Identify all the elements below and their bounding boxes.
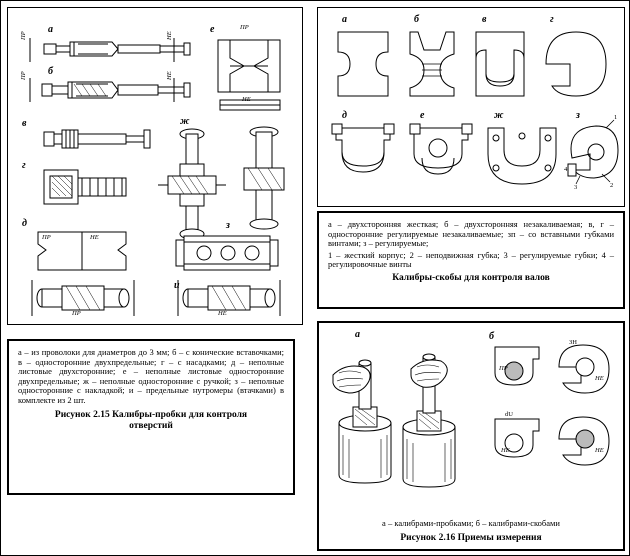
dim-ne-a: НЕ xyxy=(166,31,173,40)
snap-gauges-illustration xyxy=(318,8,624,206)
plug-figure-number-2: отверстий xyxy=(129,421,173,432)
dim-ne-b: НЕ xyxy=(166,71,173,80)
snap-gauges-drawing-panel xyxy=(317,7,625,207)
dim-ne-e: НЕ xyxy=(242,96,251,103)
snap-gauges-caption-panel xyxy=(317,211,625,309)
mark-ne-1: НЕ xyxy=(595,375,604,382)
mark-ne-3: НЕ xyxy=(595,447,604,454)
snap-part-label-g: г xyxy=(550,14,554,25)
dim-ne-i: НЕ xyxy=(218,310,227,317)
dim-pr-j: ПР xyxy=(72,310,81,317)
snap-caption-line2: 1 – жесткий корпус; 2 – неподвижная губка; 3 – регулируемые губки; 4 – регулировочные винты xyxy=(328,249,614,270)
snap-part-label-z: з xyxy=(576,110,580,121)
plug-caption: а – из проволоки для диаметров до 3 мм; б – с конические вставочками; в – односторонние двухпредельные; г – с насадками; д – неполные листовые двухсторонние; е – неполные листовые односторонние двухпредельные; ж – неполные односторонние с ручкой; з – неполные односторонние с накладкой; и – предельные нутромеры (втачками) в комплекте из 2 шт. xyxy=(18,347,284,405)
snap-part-label-a: а xyxy=(342,14,347,25)
part-label-d: д xyxy=(22,218,27,229)
snap-figure-title: Калибры-скобы для контроля валов xyxy=(392,272,550,283)
dim-ne-d: НЕ xyxy=(90,234,99,241)
mark-pr: ПР xyxy=(499,365,508,372)
snap-part-label-zh: ж xyxy=(494,110,504,121)
methods-figure-number: Рисунок 2.16 Приемы измерения xyxy=(400,533,542,544)
part-label-e: е xyxy=(210,24,215,35)
plug-gauges-drawing-panel xyxy=(7,7,303,325)
methods-caption: а – калибрами-пробками; б – калибрами-скобами xyxy=(382,518,560,529)
dim-pr-e: ПР xyxy=(240,24,249,31)
methods-part-label-a: а xyxy=(355,329,360,340)
dim-pr-d: ПР xyxy=(42,234,51,241)
part-label-i: и xyxy=(174,280,180,291)
callout-4: 4 xyxy=(564,166,568,173)
mark-ne-2: НЕ xyxy=(501,447,510,454)
part-label-g: г xyxy=(22,160,26,171)
plug-gauges-caption-panel xyxy=(7,339,295,495)
part-label-b: б xyxy=(48,66,53,77)
part-label-a: а xyxy=(48,24,53,35)
callout-3: 3 xyxy=(574,184,578,191)
part-label-z: з xyxy=(226,220,230,231)
mark-du: dU xyxy=(505,411,513,418)
snap-part-label-e: е xyxy=(420,110,425,121)
callout-2: 2 xyxy=(610,182,614,189)
snap-part-label-v: в xyxy=(482,14,487,25)
dim-pr-a: ПР xyxy=(20,31,27,40)
snap-part-label-d: д xyxy=(342,110,347,121)
methods-part-label-b: б xyxy=(489,331,494,342)
part-label-v: в xyxy=(22,118,27,129)
callout-1: 1 xyxy=(614,114,618,121)
measurement-methods-illustration xyxy=(319,323,623,499)
snap-part-label-b: б xyxy=(414,14,419,25)
snap-caption-line1: а – двухсторонняя жесткая; б – двухсторонняя незакаливаемая; в, г – односторонние регулируемые незакаливаемые; зп – со вставными губками винтами; з – регулируемые; xyxy=(328,219,614,249)
plug-figure-number: Рисунок 2.15 Калибры-пробки для контроля xyxy=(54,410,248,421)
mark-zn: ЗН xyxy=(569,339,577,346)
dim-pr-b: ПР xyxy=(20,71,27,80)
plug-gauges-illustration xyxy=(8,8,302,324)
part-label-zh: ж xyxy=(180,116,190,127)
measurement-methods-panel xyxy=(317,321,625,551)
